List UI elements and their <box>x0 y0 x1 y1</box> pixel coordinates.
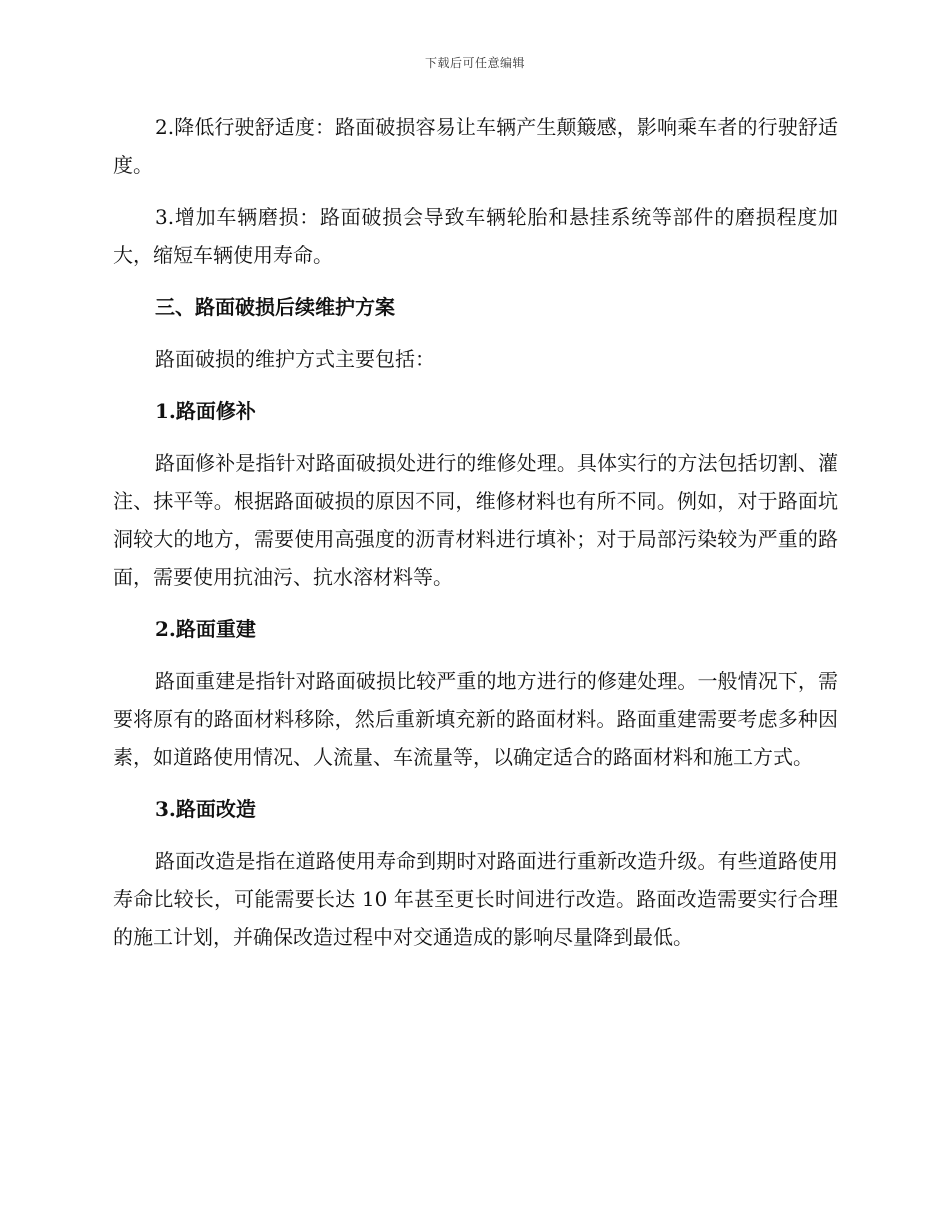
document-body <box>113 108 838 970</box>
paragraph-rebuild: 路面重建是指针对路面破损比较严重的地方进行的修建处理。一般情况下，需要将原有的路面材料移除，然后重新填充新的路面材料。路面重建需要考虑多种因素，如道路使用情况、人流量、车流量等，以确定适合的路面材料和施工方式。 <box>113 669 838 769</box>
paragraph-renovate: 路面改造是指在道路使用寿命到期时对路面进行重新改造升级。有些道路使用寿命比较长，可能需要长达 10 年甚至更长时间进行改造。路面改造需要实行合理的施工计划，并确保改造过程中对交通造成的影响尽量降到最低。 <box>113 849 838 949</box>
page-header: 下载后可任意编辑 <box>424 56 525 70</box>
paragraph-comfort: 2.降低行驶舒适度：路面破损容易让车辆产生颠簸感，影响乘车者的行驶舒适度。 <box>113 115 838 177</box>
subheading-rebuild: 2.路面重建 <box>155 617 256 641</box>
paragraph-repair: 路面修补是指针对路面破损处进行的维修处理。具体实行的方法包括切割、灌注、抹平等。根据路面破损的原因不同，维修材料也有所不同。例如，对于路面坑洞较大的地方，需要使用高强度的沥青材料进行填补；对于局部污染较为严重的路面，需要使用抗油污、抗水溶材料等。 <box>113 451 838 589</box>
paragraph-wear: 3.增加车辆磨损：路面破损会导致车辆轮胎和悬挂系统等部件的磨损程度加大，缩短车辆使用寿命。 <box>113 205 838 267</box>
subheading-repair: 1.路面修补 <box>155 399 256 423</box>
subheading-renovate: 3.路面改造 <box>155 797 256 821</box>
paragraph-maintenance-intro: 路面破损的维护方式主要包括： <box>155 347 435 371</box>
section-heading-maintenance: 三、路面破损后续维护方案 <box>155 295 395 319</box>
